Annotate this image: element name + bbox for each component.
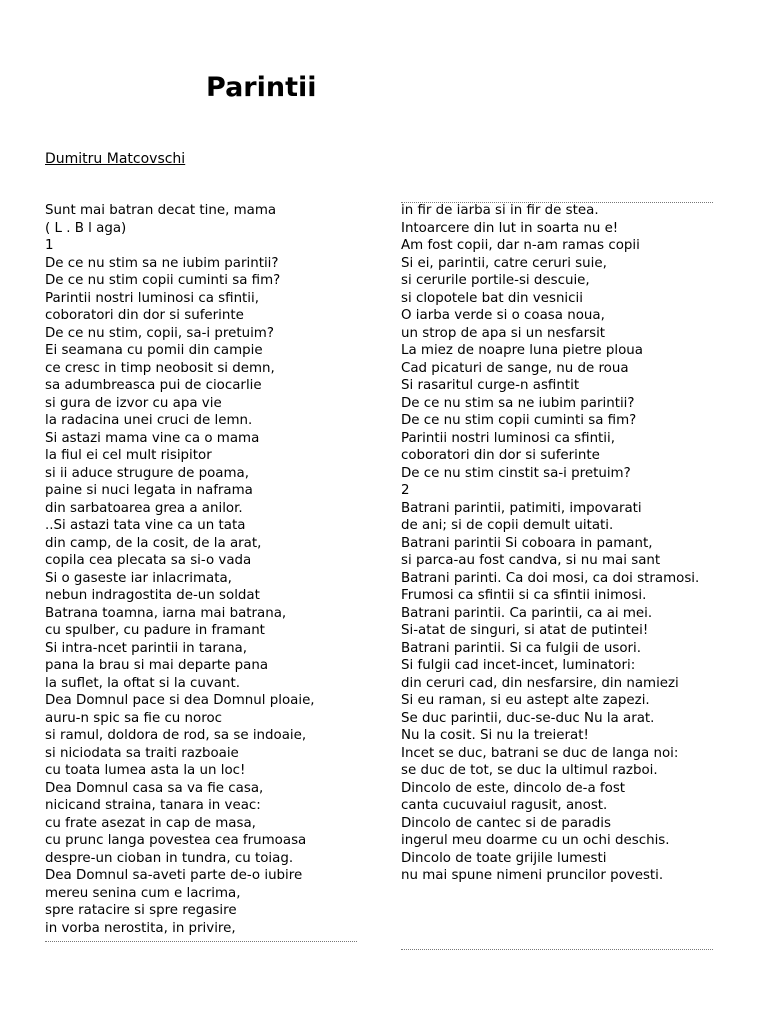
- poem-line: si clopotele bat din vesnicii: [401, 290, 583, 306]
- poem-line: Dincolo de cantec si de paradis: [401, 815, 611, 831]
- poem-line: cu toata lumea asta la un loc!: [45, 763, 246, 778]
- poem-line: La miez de noapre luna pietre ploua: [401, 343, 643, 358]
- poem-line: cu frate asezat in cap de masa,: [45, 815, 256, 831]
- poem-line: un strop de apa si un nesfarsit: [401, 325, 606, 341]
- poem-line: de ani; si de copii demult uitati.: [401, 518, 614, 533]
- poem-line: si niciodata sa traiti razboaie: [45, 745, 239, 761]
- poem-line: Si o gaseste iar inlacrimata,: [45, 570, 232, 586]
- poem-line: De ce nu stim copii cuminti sa fim?: [401, 413, 637, 428]
- poem-line: despre-un cioban in tundra, cu toiag.: [45, 850, 294, 866]
- poem-line: Si rasaritul curge-n asfintit: [401, 378, 580, 393]
- poem-line: si ii aduce strugure de poama,: [45, 465, 250, 481]
- divider-bottom-left: [45, 941, 357, 942]
- poem-line: De ce nu stim sa ne iubim parintii?: [45, 255, 279, 271]
- poem-line: Dea Domnul casa sa va fie casa,: [45, 780, 264, 796]
- poem-line: Batrani parintii Si coboara in pamant,: [401, 535, 653, 551]
- poem-line: Incet se duc, batrani se duc de langa noi:: [401, 745, 679, 761]
- poem-line: paine si nuci legata in naframa: [45, 483, 253, 498]
- poem-line: Dincolo de este, dincolo de-a fost: [401, 780, 626, 796]
- poem-line: Sunt mai batran decat tine, mama: [45, 203, 277, 218]
- poem-line: Ei seamana cu pomii din campie: [45, 343, 263, 358]
- poem-line: la radacina unei cruci de lemn.: [45, 413, 253, 428]
- poem-line: Si eu raman, si eu astept alte zapezi.: [401, 693, 650, 708]
- poem-line: din sarbatoarea grea a anilor.: [45, 500, 243, 516]
- poem-column-left: [45, 202, 360, 937]
- poem-line: Nu la cosit. Si nu la treierat!: [401, 728, 589, 743]
- poem-line: Batrana toamna, iarna mai batrana,: [45, 605, 287, 621]
- poem-line: Intoarcere din lut in soarta nu e!: [401, 220, 619, 236]
- poem-line: si parca-au fost candva, si nu mai sant: [401, 553, 661, 568]
- divider-bottom-right: [401, 949, 713, 950]
- poem-line: De ce nu stim sa ne iubim parintii?: [401, 395, 635, 411]
- poem-line: De ce nu stim, copii, sa-i pretuim?: [45, 325, 274, 341]
- poem-line: ce cresc in timp neobosit si demn,: [45, 360, 275, 376]
- poem-line: De ce nu stim cinstit sa-i pretuim?: [401, 465, 631, 481]
- poem-line: Cad picaturi de sange, nu de roua: [401, 360, 629, 376]
- poem-line: in fir de iarba si in fir de stea.: [401, 203, 599, 218]
- poem-line: O iarba verde si o coasa noua,: [401, 308, 605, 323]
- poem-line: din ceruri cad, din nesfarsire, din namiezi: [401, 675, 679, 691]
- poem-line: cu spulber, cu padure in framant: [45, 623, 265, 638]
- poem-line: ( L . B l aga): [45, 220, 127, 236]
- poem-line: Dea Domnul sa-aveti parte de-o iubire: [45, 868, 303, 883]
- poem-line: Si astazi mama vine ca o mama: [45, 430, 260, 446]
- poem-line: Si intra-ncet parintii in tarana,: [45, 640, 248, 656]
- poem-line: coboratori din dor si suferinte: [45, 308, 244, 323]
- poem-line: Dea Domnul pace si dea Domnul ploaie,: [45, 693, 315, 708]
- poem-line: spre ratacire si spre regasire: [45, 903, 237, 918]
- poem-line: Batrani parintii, patimiti, impovarati: [401, 500, 642, 516]
- poem-line: nicicand straina, tanara in veac:: [45, 798, 261, 813]
- poem-line: din camp, de la cosit, de la arat,: [45, 535, 262, 551]
- poem-line: Dincolo de toate grijile lumesti: [401, 850, 607, 866]
- poem-line: Se duc parintii, duc-se-duc Nu la arat.: [401, 710, 655, 726]
- poem-line: 1: [45, 238, 54, 253]
- poem-line: si gura de izvor cu apa vie: [45, 395, 222, 411]
- poem-line: Si ei, parintii, catre ceruri suie,: [401, 255, 607, 271]
- poem-line: se duc de tot, se duc la ultimul razboi.: [401, 763, 658, 778]
- poem-line: la suflet, la oftat si la cuvant.: [45, 675, 241, 691]
- author-name: Dumitru Matcovschi: [45, 151, 186, 167]
- poem-line: sa adumbreasca pui de ciocarlie: [45, 378, 262, 393]
- poem-line: Batrani parintii. Si ca fulgii de usori.: [401, 640, 641, 656]
- poem-line: nu mai spune nimeni pruncilor povesti.: [401, 868, 664, 883]
- poem-line: mereu senina cum e lacrima,: [45, 885, 241, 901]
- poem-line: De ce nu stim copii cuminti sa fim?: [45, 273, 281, 288]
- poem-line: nebun indragostita de-un soldat: [45, 588, 260, 603]
- poem-line: Am fost copii, dar n-am ramas copii: [401, 238, 640, 253]
- poem-line: Si fulgii cad incet-incet, luminatori:: [401, 658, 636, 673]
- poem-line: Batrani parinti. Ca doi mosi, ca doi stramosi.: [401, 570, 700, 586]
- poem-line: si cerurile portile-si descuie,: [401, 273, 590, 288]
- poem-line: auru-n spic sa fie cu noroc: [45, 710, 222, 726]
- page-title: Parintii: [206, 72, 317, 103]
- poem-line: la fiul ei cel mult risipitor: [45, 448, 212, 463]
- poem-line: 2: [401, 483, 410, 498]
- poem-line: coboratori din dor si suferinte: [401, 448, 600, 463]
- poem-line: cu prunc langa povestea cea frumoasa: [45, 833, 307, 848]
- poem-line: ..Si astazi tata vine ca un tata: [45, 518, 246, 533]
- poem-line: si ramul, doldora de rod, sa se indoaie,: [45, 728, 307, 743]
- poem-line: in vorba nerostita, in privire,: [45, 920, 236, 936]
- poem-line: Frumosi ca sfintii si ca sfintii inimosi.: [401, 588, 647, 603]
- poem-line: Parintii nostri luminosi ca sfintii,: [401, 430, 616, 446]
- poem-line: ingerul meu doarme cu un ochi deschis.: [401, 833, 670, 848]
- poem-line: Batrani parintii. Ca parintii, ca ai mei.: [401, 605, 653, 621]
- poem-line: copila cea plecata sa si-o vada: [45, 553, 252, 568]
- poem-line: canta cucuvaiul ragusit, anost.: [401, 798, 608, 813]
- poem-line: Si-atat de singuri, si atat de putintei!: [401, 623, 649, 638]
- poem-line: pana la brau si mai departe pana: [45, 658, 269, 673]
- poem-column-right: [401, 202, 721, 885]
- poem-line: Parintii nostri luminosi ca sfintii,: [45, 290, 260, 306]
